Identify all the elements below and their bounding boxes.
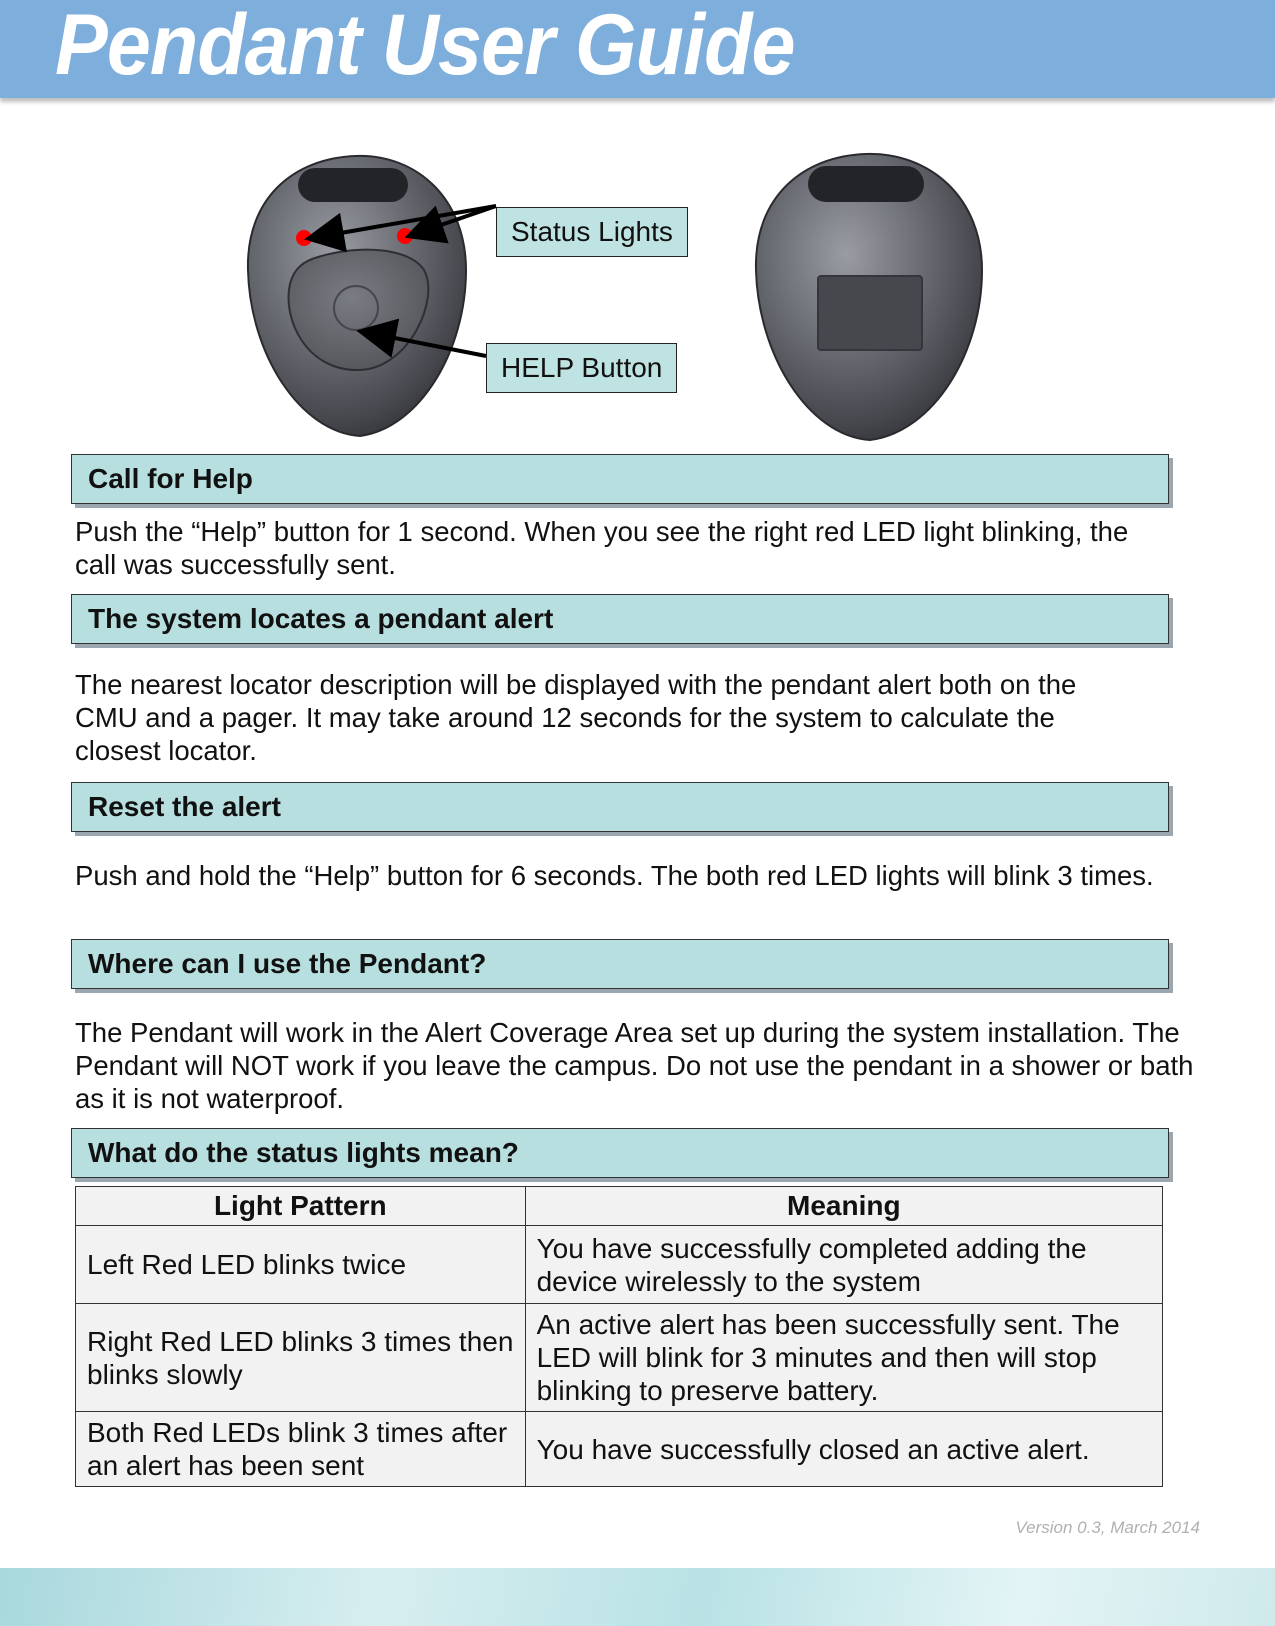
light-pattern-cell: Both Red LEDs blink 3 times after an alert has been sent [76, 1412, 526, 1487]
version-note: Version 0.3, March 2014 [1015, 1518, 1200, 1537]
section-body-reset-alert: Push and hold the “Help” button for 6 seconds. The both red LED lights will blink 3 times. [75, 860, 1154, 891]
section-header-status-lights [71, 1128, 1169, 1178]
section-body-where-to-use: The Pendant will work in the Alert Coverage Area set up during the system installation. The Pendant will NOT work if you leave the campus. Do not use the pendant in a shower or bath as it is not waterproof. [75, 1017, 1194, 1114]
status-lights-table [75, 1186, 1163, 1487]
meaning-cell: You have successfully closed an active alert. [525, 1412, 1162, 1487]
section-heading: Call for Help [88, 463, 253, 494]
section-heading: What do the status lights mean? [88, 1137, 519, 1168]
help-button-callout: HELP Button [486, 343, 677, 393]
table-row [76, 1226, 1163, 1304]
left-status-led [296, 230, 312, 246]
section-header-locates-alert [71, 594, 1169, 644]
pendant-figure [0, 140, 1275, 450]
title-banner [0, 0, 1275, 98]
back-label-area [818, 276, 922, 350]
section-header-reset-alert [71, 782, 1169, 832]
section-header-where-to-use [71, 939, 1169, 989]
section-heading: Where can I use the Pendant? [88, 948, 487, 979]
light-pattern-cell: Left Red LED blinks twice [76, 1226, 526, 1304]
page-title: Pendant User Guide [55, 0, 795, 93]
column-header-light-pattern: Light Pattern [76, 1187, 526, 1226]
meaning-cell: An active alert has been successfully sent. The LED will blink for 3 minutes and then will stop blinking to preserve battery. [525, 1304, 1162, 1412]
keyring-slot [808, 166, 924, 202]
light-pattern-cell: Right Red LED blinks 3 times then blinks slowly [76, 1304, 526, 1412]
table-row [76, 1304, 1163, 1412]
pendant-illustration [0, 140, 1275, 450]
meaning-cell: You have successfully completed adding the device wirelessly to the system [525, 1226, 1162, 1304]
section-body-locates-alert: The nearest locator description will be displayed with the pendant alert both on the CMU and a pager. It may take around 12 seconds for the system to calculate the closest locator. [75, 669, 1077, 766]
pendant-back [756, 154, 982, 440]
table-row [76, 1412, 1163, 1487]
section-heading: The system locates a pendant alert [88, 603, 554, 634]
right-status-led [397, 228, 413, 244]
keyring-slot [298, 168, 408, 202]
footer-band [0, 1568, 1275, 1626]
pendant-front [248, 156, 466, 436]
status-lights-callout: Status Lights [496, 207, 688, 257]
section-header-call-for-help [71, 454, 1169, 504]
column-header-meaning: Meaning [525, 1187, 1162, 1226]
table-header-row [76, 1187, 1163, 1226]
section-heading: Reset the alert [88, 791, 281, 822]
section-body-call-for-help: Push the “Help” button for 1 second. When you see the right red LED light blinking, the call was successfully sent. [75, 516, 1129, 580]
